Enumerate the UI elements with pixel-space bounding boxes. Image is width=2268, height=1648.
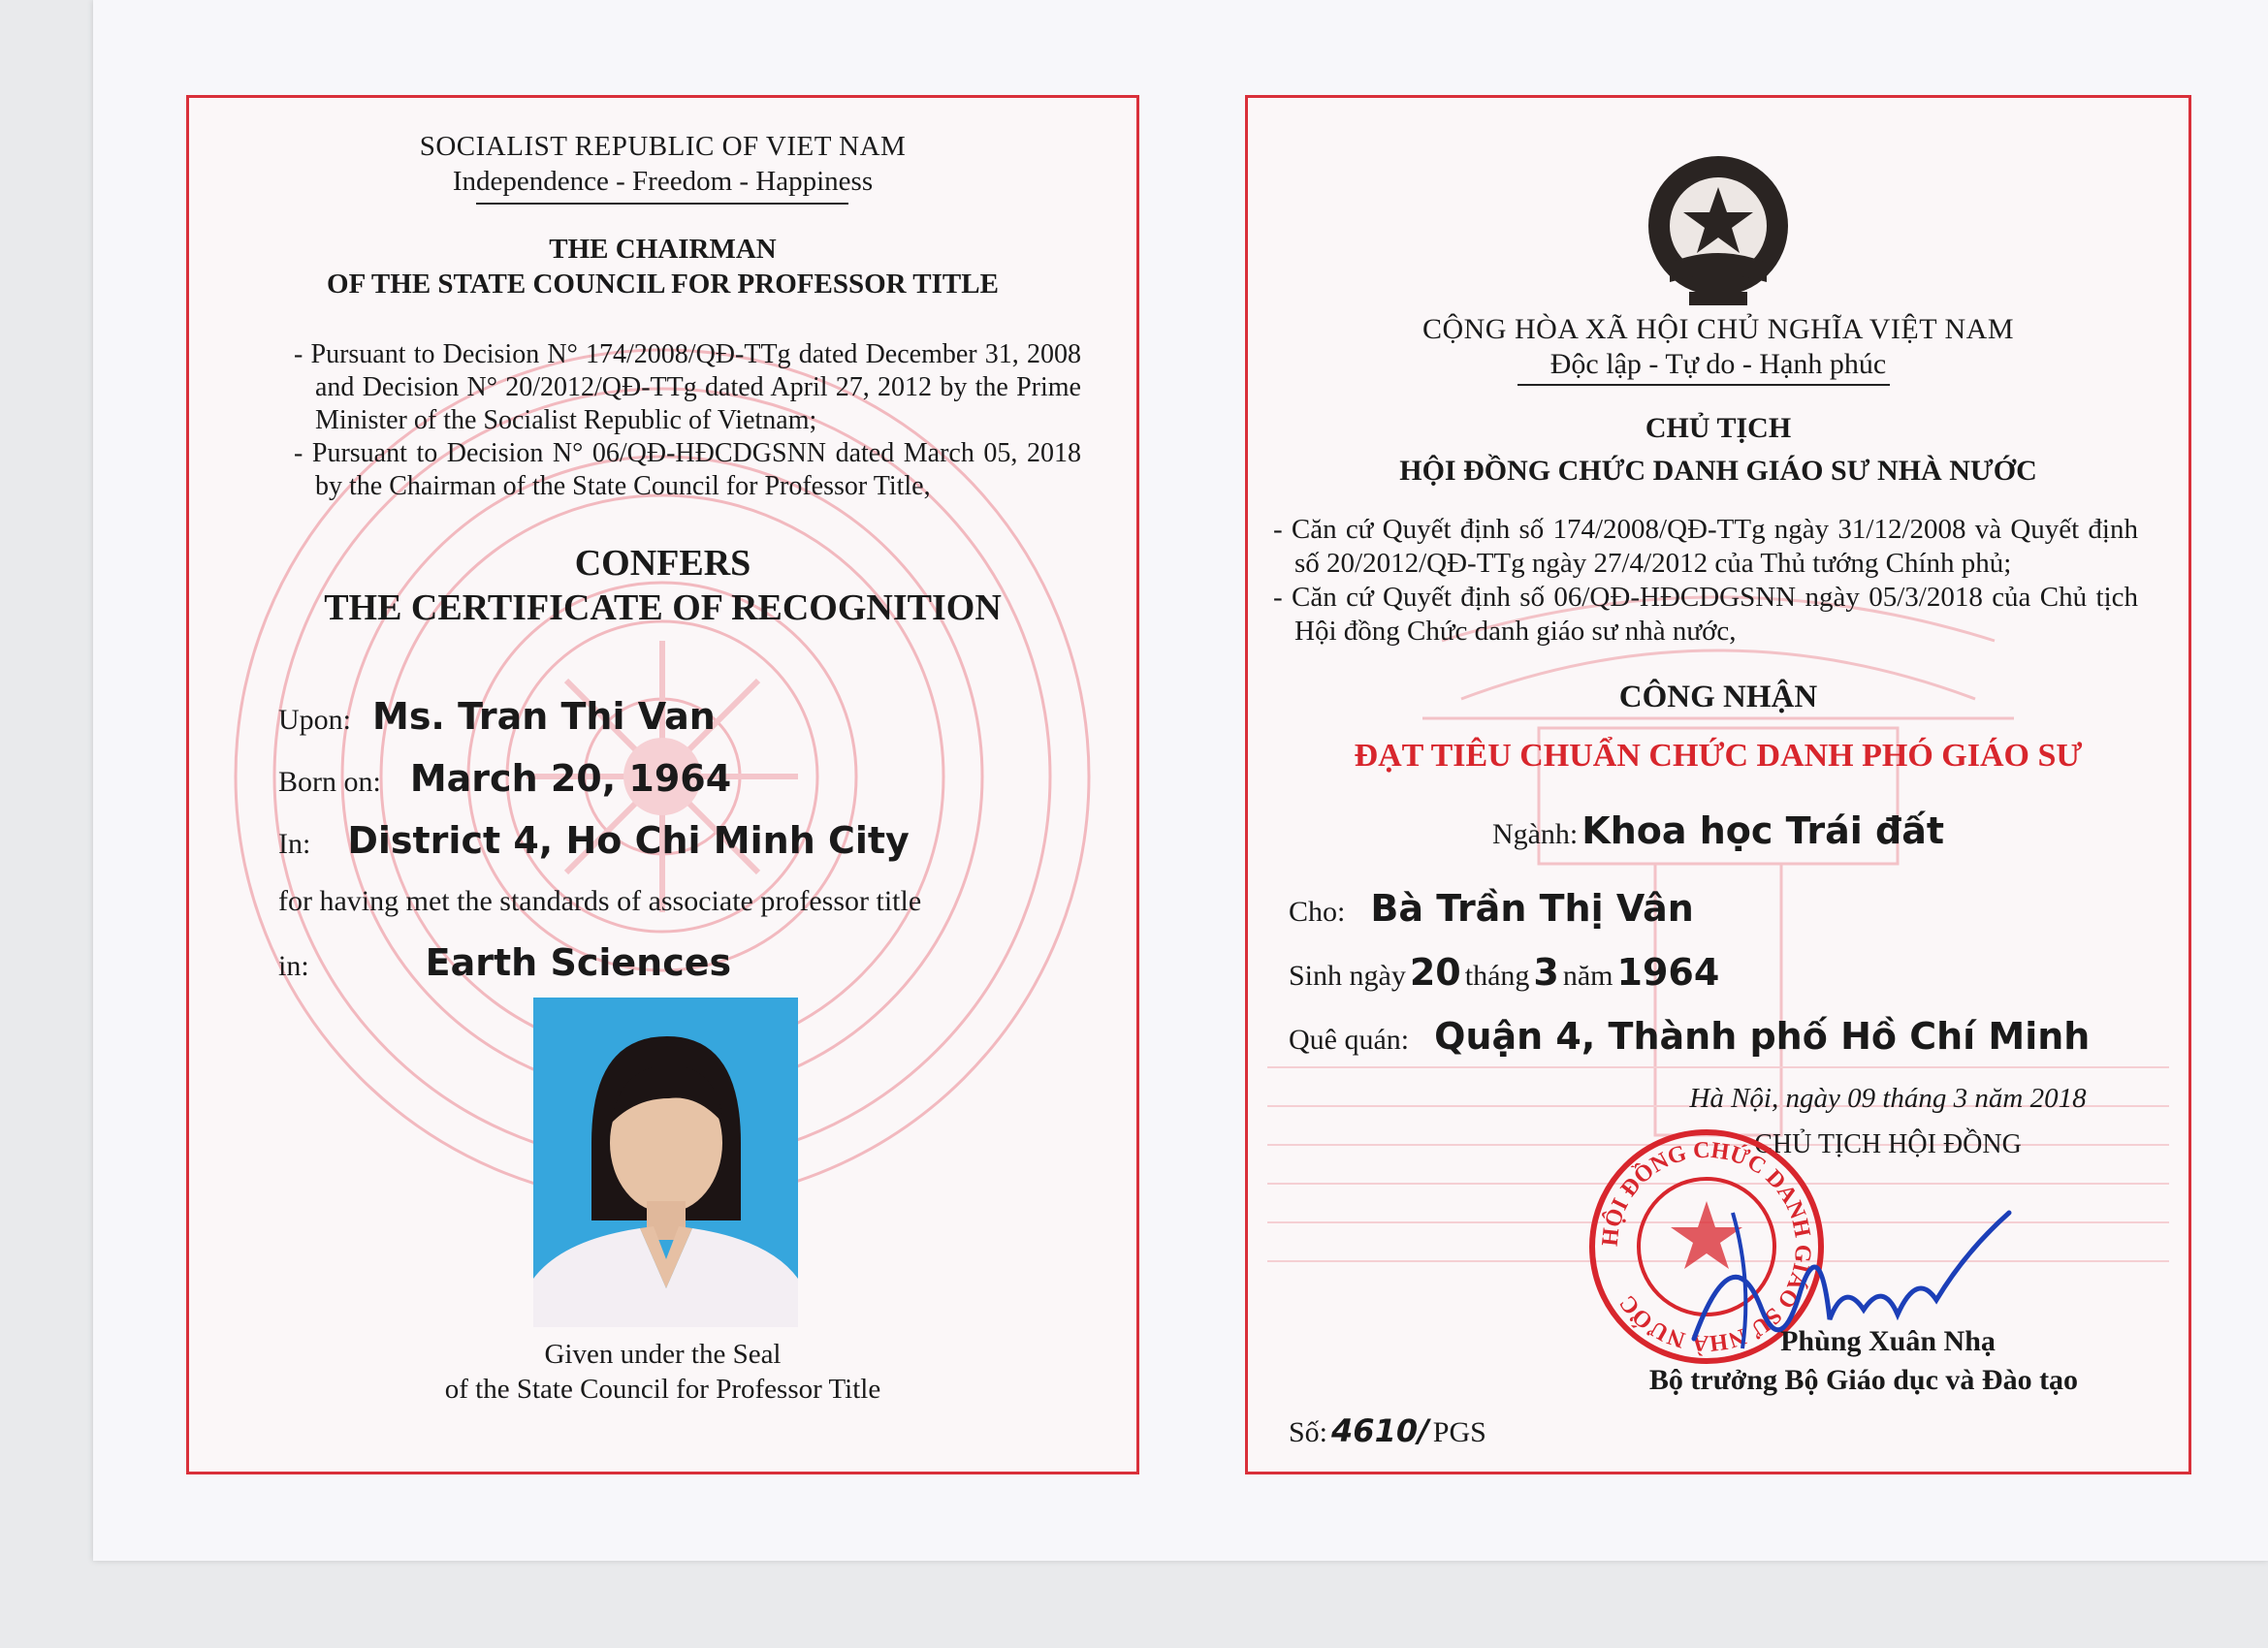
born-label: Born on: — [278, 766, 381, 798]
confers-heading: CONFERS — [574, 543, 751, 584]
birth-label-year: năm — [1562, 960, 1613, 992]
birthplace-label: In: — [278, 828, 311, 860]
birthplace-row — [278, 819, 910, 862]
certificate-number-row — [1289, 1412, 1486, 1449]
seal-caption-line2: of the State Council for Professor Title — [444, 1374, 881, 1405]
hometown-label: Quê quán: — [1289, 1024, 1410, 1056]
certificate-number: 4610/ — [1331, 1412, 1429, 1449]
field-label: in: — [278, 950, 309, 982]
birth-row-vi — [1289, 951, 1719, 994]
seal-caption-line1: Given under the Seal — [544, 1339, 782, 1370]
certificate-heading: THE CERTIFICATE OF RECOGNITION — [324, 587, 1002, 628]
birth-day: 20 — [1409, 951, 1461, 994]
recipient-row-vi — [1289, 887, 1694, 930]
legal-basis-item: - Pursuant to Decision N° 06/QĐ-HĐCDGSNN dated March 05, 2018 by the Chairman of the State Council for Professor Title, — [294, 438, 1081, 501]
birth-label-day: Sinh ngày — [1289, 960, 1406, 992]
issuer-council-vi: HỘI ĐỒNG CHỨC DANH GIÁO SƯ NHÀ NƯỚC — [1399, 455, 2037, 487]
recipient-photo — [533, 998, 798, 1327]
legal-basis-vi — [1273, 513, 2138, 649]
issuer-council: OF THE STATE COUNCIL FOR PROFESSOR TITLE — [327, 269, 999, 300]
english-certificate-panel — [186, 95, 1139, 1474]
birth-label-month: tháng — [1464, 960, 1530, 992]
national-motto-vi: Độc lập - Tự do - Hạnh phúc — [1549, 348, 1887, 380]
number-suffix: PGS — [1432, 1416, 1486, 1448]
upon-label: Upon: — [278, 704, 351, 736]
for-label: Cho: — [1289, 896, 1346, 928]
birth-year: 1964 — [1616, 951, 1720, 994]
legal-basis-item: - Pursuant to Decision N° 174/2008/QĐ-TTg dated December 31, 2008 and Decision N° 20/2012/QĐ-TTg dated April 27, 2012 by the Prime Minister of the Socialist Republic of Vietnam; — [294, 339, 1081, 435]
issuer-title-vi: CHỦ TỊCH — [1645, 412, 1792, 444]
place-and-date: Hà Nội, ngày 09 tháng 3 năm 2018 — [1689, 1083, 2087, 1114]
birth-date: March 20, 1964 — [409, 757, 732, 800]
hometown: Quận 4, Thành phố Hồ Chí Minh — [1434, 1015, 2091, 1058]
signer-position: Bộ trưởng Bộ Giáo dục và Đào tạo — [1648, 1364, 2079, 1396]
birthplace: District 4, Ho Chi Minh City — [347, 819, 910, 862]
vietnamese-certificate-panel — [1245, 95, 2191, 1474]
national-emblem-icon — [1631, 146, 1805, 311]
recipient-name-vi: Bà Trần Thị Vân — [1370, 887, 1694, 930]
seal-text: HỘI ĐỒNG CHỨC DANH GIÁO SƯ NHÀ NƯỚC — [1597, 1137, 1816, 1356]
standards-text: for having met the standards of associate professor title — [278, 885, 922, 917]
born-row — [278, 757, 731, 800]
issuer-title: THE CHAIRMAN — [549, 234, 777, 265]
field-row — [278, 941, 731, 984]
recognizes-heading: CÔNG NHẬN — [1618, 680, 1818, 714]
legal-basis-item-vi: - Căn cứ Quyết định số 174/2008/QĐ-TTg ngày 31/12/2008 và Quyết định số 20/2012/QĐ-TTg ngày 27/4/2012 của Thủ tướng Chính phủ; — [1273, 514, 2138, 579]
field-label-vi: Ngành: — [1491, 818, 1579, 850]
country-name-vi: CỘNG HÒA XÃ HỘI CHỦ NGHĨA VIỆT NAM — [1421, 313, 2015, 345]
motto-underline-vi — [1517, 384, 1890, 386]
signer-title: CHỦ TỊCH HỘI ĐỒNG — [1754, 1129, 2022, 1159]
hometown-row — [1289, 1015, 2090, 1058]
upon-row — [278, 695, 716, 738]
field-of-study-vi: Khoa học Trái đất — [1581, 809, 1945, 852]
legal-basis-item-vi: - Căn cứ Quyết định số 06/QĐ-HĐCDGSNN ngày 05/3/2018 của Chủ tịch Hội đồng Chức danh giáo sư nhà nước, — [1273, 582, 2138, 647]
number-label: Số: — [1289, 1416, 1328, 1448]
signer-name: Phùng Xuân Nhạ — [1780, 1325, 1996, 1357]
motto-underline — [476, 203, 848, 205]
recipient-name: Ms. Tran Thi Van — [372, 695, 716, 738]
country-name: SOCIALIST REPUBLIC OF VIET NAM — [419, 131, 907, 162]
birth-month: 3 — [1533, 951, 1559, 994]
standard-title: ĐẠT TIÊU CHUẨN CHỨC DANH PHÓ GIÁO SƯ — [1354, 738, 2083, 774]
legal-basis — [294, 338, 1081, 503]
field-row-vi — [1248, 809, 2188, 852]
field-of-study: Earth Sciences — [425, 941, 732, 984]
national-motto: Independence - Freedom - Happiness — [452, 166, 874, 197]
